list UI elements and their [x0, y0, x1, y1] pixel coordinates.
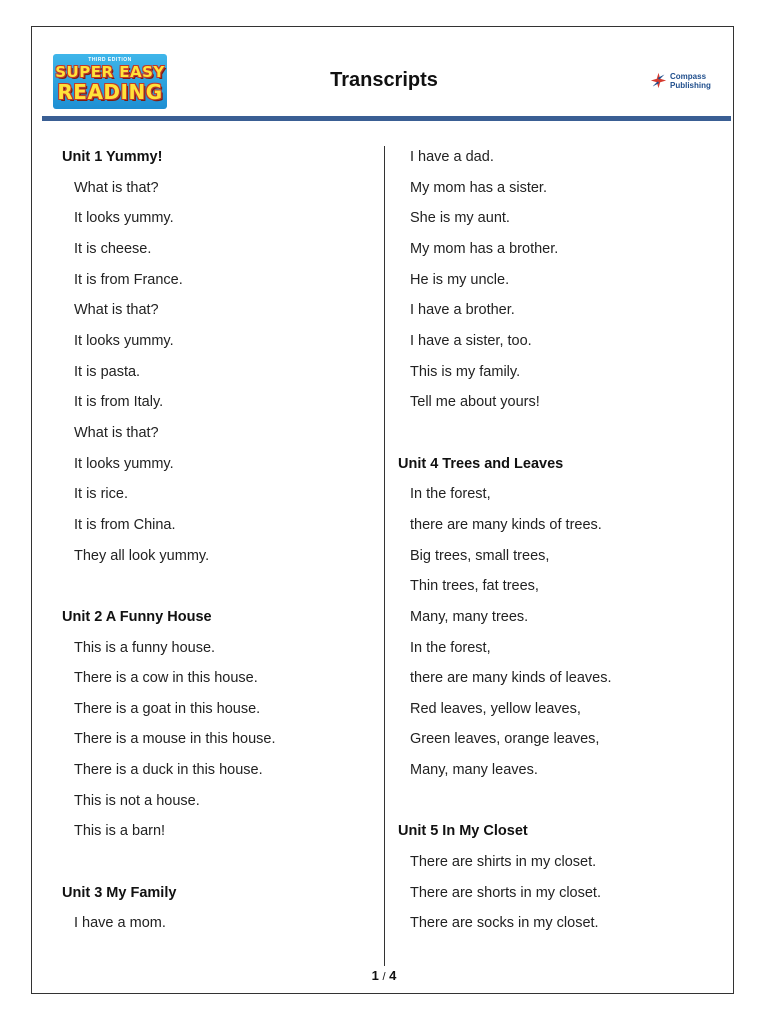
transcript-line: I have a mom. [74, 915, 166, 932]
page-title: Transcripts [330, 69, 438, 91]
transcript-line: In the forest, [410, 639, 491, 656]
transcript-line: This is not a house. [74, 792, 200, 809]
transcript-line: This is a barn! [74, 823, 166, 840]
transcript-line: Red leaves, yellow leaves, [410, 700, 581, 717]
transcript-line: It looks yummy. [74, 210, 174, 227]
transcript-line: There are shorts in my closet. [410, 884, 601, 901]
spacer [62, 575, 276, 606]
unit-heading: Unit 2 A Funny House [62, 608, 212, 625]
transcript-line: Big trees, small trees, [410, 547, 550, 564]
transcript-line: There are shirts in my closet. [410, 854, 597, 871]
current-page: 1 [371, 968, 379, 983]
transcript-line: Tell me about yours! [410, 394, 540, 411]
transcript-line: What is that? [74, 179, 159, 196]
transcript-line: My mom has a sister. [410, 179, 547, 196]
transcript-line: She is my aunt. [410, 210, 510, 227]
transcript-line: They all look yummy. [74, 547, 210, 564]
transcript-line: My mom has a brother. [410, 240, 559, 257]
transcript-line: It is pasta. [74, 363, 141, 380]
transcript-line: This is a funny house. [74, 639, 216, 656]
logo-line-1: SUPER EASY [55, 63, 165, 81]
transcript-line: It looks yummy. [74, 332, 174, 349]
transcript-line: There is a duck in this house. [74, 762, 263, 779]
header-rule [42, 116, 731, 121]
spacer [62, 851, 276, 882]
transcript-line: It looks yummy. [74, 455, 174, 472]
transcript-line: He is my uncle. [410, 271, 510, 288]
transcript-line: It is from China. [74, 516, 176, 533]
transcript-line: I have a dad. [410, 149, 494, 165]
unit-heading: Unit 5 In My Closet [398, 823, 528, 840]
transcript-line: It is rice. [74, 486, 128, 503]
publisher-name [670, 72, 711, 90]
transcript-line: It is cheese. [74, 240, 152, 257]
transcript-line: there are many kinds of trees. [410, 516, 602, 533]
publisher-line-1: Compass [670, 72, 707, 81]
column-divider [384, 146, 385, 966]
transcript-line: There are socks in my closet. [410, 915, 599, 932]
transcript-line: What is that? [74, 424, 159, 441]
transcript-line: There is a goat in this house. [74, 700, 261, 717]
spacer [398, 422, 612, 453]
spacer [398, 790, 612, 821]
unit-heading: Unit 1 Yummy! [62, 149, 163, 165]
logo-line-2: READING [57, 80, 163, 104]
transcript-line: there are many kinds of leaves. [410, 670, 612, 687]
transcript-line: It is from France. [74, 271, 183, 288]
unit-heading: Unit 3 My Family [62, 884, 177, 901]
logo-edition: THIRD EDITION [88, 57, 132, 63]
transcript-line: This is my family. [410, 363, 521, 380]
page-separator: / [382, 971, 386, 983]
page-number [0, 968, 768, 983]
transcript-line: Many, many trees. [410, 608, 529, 625]
left-column [62, 146, 276, 943]
compass-star-icon [650, 72, 667, 89]
right-column [398, 146, 612, 943]
transcript-line: There is a cow in this house. [74, 670, 258, 687]
transcript-line: What is that? [74, 302, 159, 319]
transcript-line: I have a sister, too. [410, 332, 532, 349]
transcript-line: There is a mouse in this house. [74, 731, 276, 748]
transcript-line: Green leaves, orange leaves, [410, 731, 600, 748]
total-pages: 4 [389, 968, 397, 983]
publisher-line-2: Publishing [670, 81, 711, 90]
transcript-line: It is from Italy. [74, 394, 164, 411]
compass-publishing-logo [650, 70, 730, 94]
transcript-line: In the forest, [410, 486, 491, 503]
transcript-line: Many, many leaves. [410, 762, 538, 779]
transcript-line: I have a brother. [410, 302, 515, 319]
transcript-line: Thin trees, fat trees, [410, 578, 539, 595]
unit-heading: Unit 4 Trees and Leaves [398, 455, 564, 472]
